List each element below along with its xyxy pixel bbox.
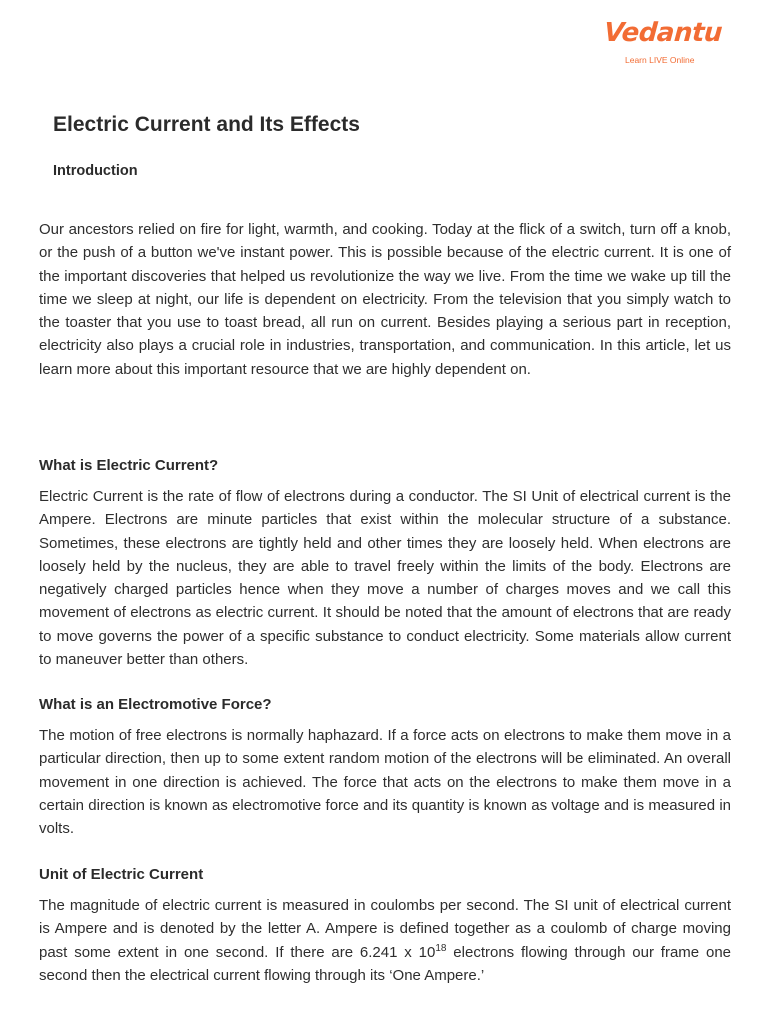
- intro-paragraph: Our ancestors relied on fire for light, warmth, and cooking. Today at the flick of a switch, turn off a knob, or the push of a button we've instant power. This is possible because of the electric current. It is one of the important discoveries that helped us revolutionize the way we live. From the time we wake up till the time we sleep at night, our life is dependent on electricity. From the television that you simply watch to the toaster that you use to toast bread, all run on current. Besides playing a serious part in reception, electricity also plays a crucial role in industries, transportation, and communication. In this article, let us learn more about this important resource that we are highly dependent on.: [39, 221, 731, 378]
- intro-heading: Introduction: [53, 163, 138, 179]
- logo-tagline: Learn LIVE Online: [625, 55, 695, 65]
- section-heading-unit-of-electric-current: Unit of Electric Current: [39, 866, 204, 883]
- section-paragraph-unit-of-electric-current: [39, 894, 731, 987]
- section-heading-electromotive-force: What is an Electromotive Force?: [39, 696, 272, 713]
- section-paragraph-what-is-electric-current: Electric Current is the rate of flow of electrons during a conductor. The SI Unit of electrical current is the Ampere. Electrons are minute particles that exist within the molecular structure of a substance. Sometimes, these electrons are tightly held and other times they are loosely held. When electrons are loosely held by the nucleus, they are able to travel freely within the limits of the body. Electrons are negatively charged particles hence when they move a number of charges moves and we call this movement of electrons as electric current. It should be noted that the amount of electrons that are ready to move governs the power of a specific substance to conduct electricity. Some materials allow current to maneuver better than others.: [39, 488, 731, 669]
- section-heading-what-is-electric-current: What is Electric Current?: [39, 457, 219, 474]
- page-title: Electric Current and Its Effects: [53, 113, 360, 136]
- logo-wordmark: Vedantu: [602, 18, 724, 48]
- section-paragraph-electromotive-force: The motion of free electrons is normally haphazard. If a force acts on electrons to make them move in a particular direction, then up to some extent random motion of the electrons will be eliminated. An overall movement in one direction is achieved. The force that acts on the electrons to make them move in a certain direction is known as electromotive force and its quantity is known as voltage and is measured in volts.: [39, 727, 731, 838]
- unit-text-before: The magnitude of electric current is measured in coulombs per second. The SI unit of electrical current is Ampere and is denoted by the letter A. Ampere is defined together as a coulomb of charge moving past some extent in one second. If there are 6.241 x 10: [39, 897, 731, 961]
- unit-text-after: electrons flowing through our frame one second then the electrical current flowing through its ‘One Ampere.’: [39, 943, 732, 984]
- exponent: 18: [435, 942, 447, 954]
- vedantu-logo: [602, 18, 724, 74]
